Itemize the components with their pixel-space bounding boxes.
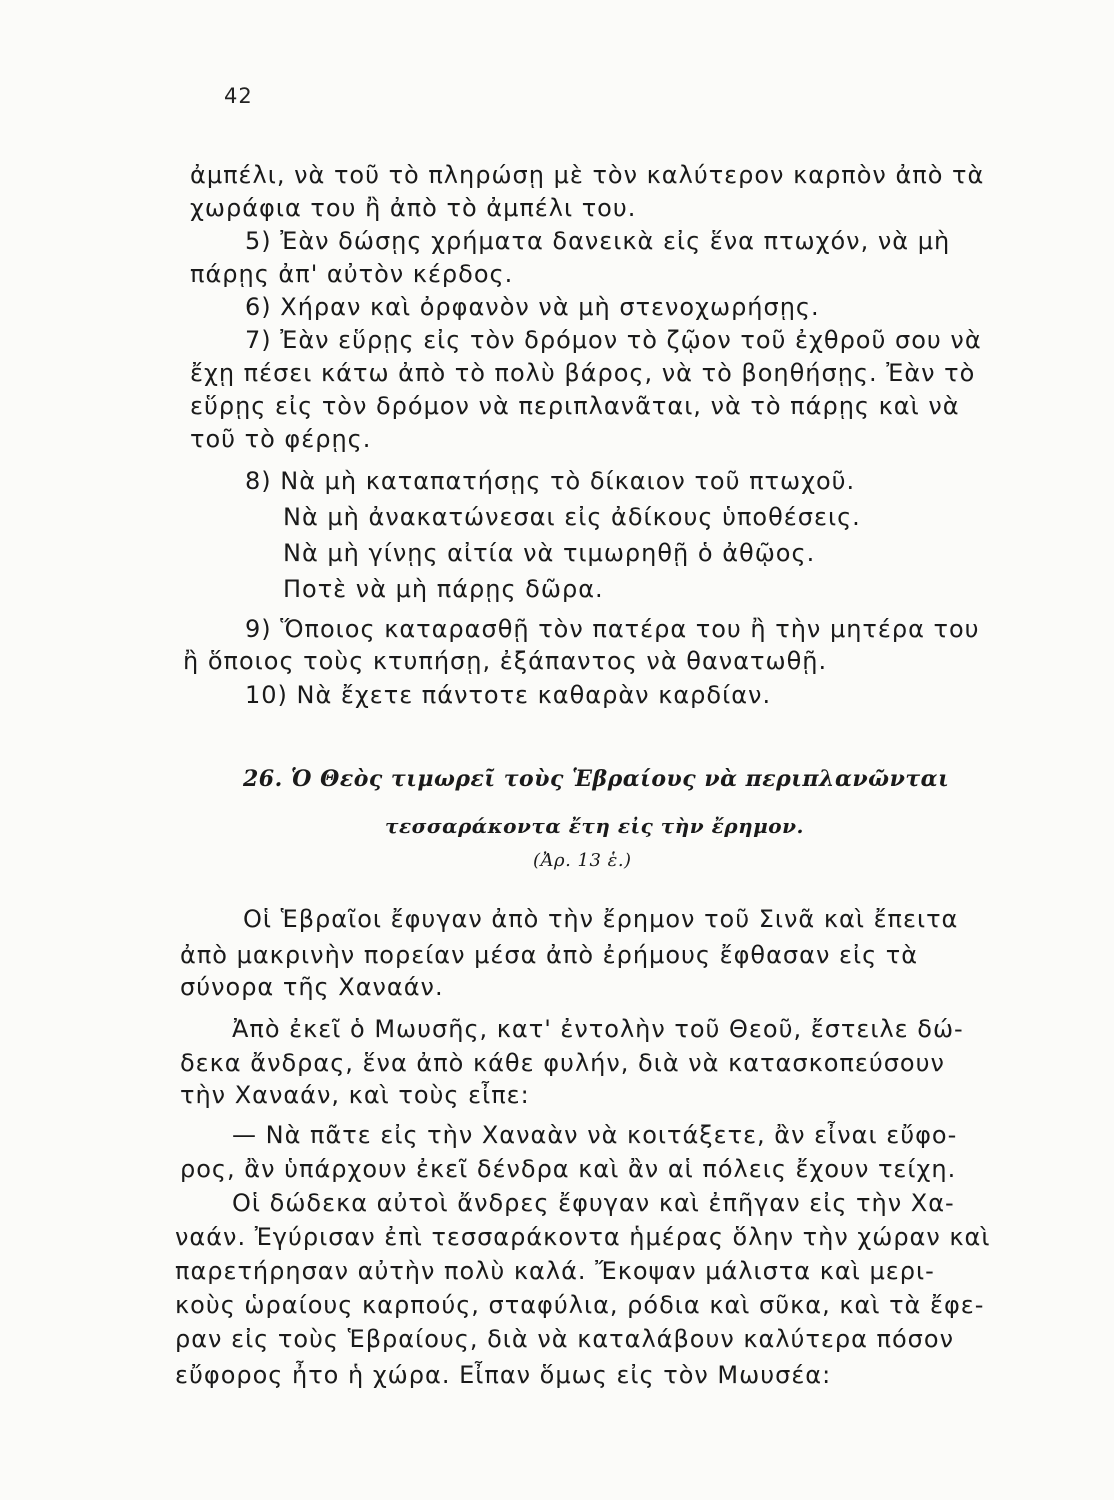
text-line: Ποτὲ νὰ μὴ πάρῃς δῶρα. [283, 575, 604, 603]
text-line: εὕρῃς εἰς τὸν δρόμον νὰ περιπλανᾶται, νὰ τὸ πάρῃς καὶ νὰ [190, 392, 960, 420]
chapter-title: 26. Ὁ Θεὸς τιμωρεῖ τοὺς Ἑβραίους νὰ περιπλανῶνται [243, 766, 950, 792]
paragraph-line: δεκα ἄνδρας, ἕνα ἀπὸ κάθε φυλήν, διὰ νὰ κατασκοπεύσουν [180, 1049, 945, 1077]
paragraph-line: εὔφορος ἦτο ἡ χώρα. Εἶπαν ὅμως εἰς τὸν Μωυσέα: [175, 1361, 832, 1389]
text-line: 6) Χήραν καὶ ὀρφανὸν νὰ μὴ στενοχωρήσῃς. [245, 293, 820, 321]
paragraph-line: — Νὰ πᾶτε εἰς τὴν Χαναὰν νὰ κοιτάξετε, ἂν εἶναι εὔφο- [232, 1121, 958, 1149]
chapter-reference: (Ἀρ. 13 ἑ.) [533, 850, 632, 871]
paragraph-line: τὴν Χαναάν, καὶ τοὺς εἶπε: [180, 1081, 530, 1109]
paragraph-line: Οἱ δώδεκα αὐτοὶ ἄνδρες ἔφυγαν καὶ ἐπῆγαν εἰς τὴν Χα- [232, 1189, 955, 1217]
text-line: χωράφια του ἢ ἀπὸ τὸ ἀμπέλι του. [190, 194, 637, 222]
text-line: 10) Νὰ ἔχετε πάντοτε καθαρὰν καρδίαν. [245, 681, 772, 709]
paragraph-line: ρος, ἂν ὑπάρχουν ἐκεῖ δένδρα καὶ ἂν αἱ πόλεις ἔχουν τείχη. [180, 1155, 957, 1183]
text-line: 7) Ἐὰν εὕρῃς εἰς τὸν δρόμον τὸ ζῷον τοῦ ἐχθροῦ σου νὰ [245, 326, 982, 354]
text-line: Νὰ μὴ γίνῃς αἰτία νὰ τιμωρηθῇ ὁ ἀθῷος. [283, 539, 816, 567]
text-line: 5) Ἐὰν δώσῃς χρήματα δανεικὰ εἰς ἕνα πτωχόν, νὰ μὴ [245, 227, 951, 255]
paragraph-line: ναάν. Ἐγύρισαν ἐπὶ τεσσαράκοντα ἡμέρας ὅλην τὴν χώραν καὶ [175, 1223, 991, 1251]
page-number: 42 [224, 84, 253, 108]
text-line: ἔχῃ πέσει κάτω ἀπὸ τὸ πολὺ βάρος, νὰ τὸ βοηθήσῃς. Ἐὰν τὸ [190, 359, 976, 387]
text-line: 8) Νὰ μὴ καταπατήσῃς τὸ δίκαιον τοῦ πτωχοῦ. [245, 467, 856, 495]
text-line: ἀμπέλι, νὰ τοῦ τὸ πληρώσῃ μὲ τὸν καλύτερον καρπὸν ἀπὸ τὰ [190, 161, 985, 189]
chapter-subtitle: τεσσαράκοντα ἔτη εἰς τὴν ἔρημον. [385, 814, 804, 838]
paragraph-line: κοὺς ὡραίους καρπούς, σταφύλια, ρόδια καὶ σῦκα, καὶ τὰ ἔφε- [175, 1291, 985, 1319]
paragraph-line: Ἀπὸ ἐκεῖ ὁ Μωυσῆς, κατ' ἐντολὴν τοῦ Θεοῦ, ἔστειλε δώ- [232, 1015, 964, 1043]
paragraph-line: ραν εἰς τοὺς Ἑβραίους, διὰ νὰ καταλάβουν καλύτερα πόσον [175, 1325, 954, 1353]
paragraph-line: παρετήρησαν αὐτὴν πολὺ καλά. Ἔκοψαν μάλιστα καὶ μερι- [175, 1257, 935, 1285]
text-line: 9) Ὅποιος καταρασθῇ τὸν πατέρα του ἢ τὴν μητέρα του [245, 615, 980, 643]
text-line: πάρῃς ἀπ' αὐτὸν κέρδος. [190, 260, 514, 288]
text-line: τοῦ τὸ φέρῃς. [190, 425, 372, 453]
text-line: ἢ ὅποιος τοὺς κτυπήσῃ, ἐξάπαντος νὰ θανατωθῇ. [183, 647, 828, 675]
paragraph-line: ἀπὸ μακρινὴν πορείαν μέσα ἀπὸ ἐρήμους ἔφθασαν εἰς τὰ [180, 941, 919, 969]
paragraph-line: σύνορα τῆς Χαναάν. [180, 973, 444, 1001]
paragraph-line: Οἱ Ἑβραῖοι ἔφυγαν ἀπὸ τὴν ἔρημον τοῦ Σινᾶ καὶ ἔπειτα [243, 905, 959, 933]
text-line: Νὰ μὴ ἀνακατώνεσαι εἰς ἀδίκους ὑποθέσεις. [283, 503, 861, 531]
